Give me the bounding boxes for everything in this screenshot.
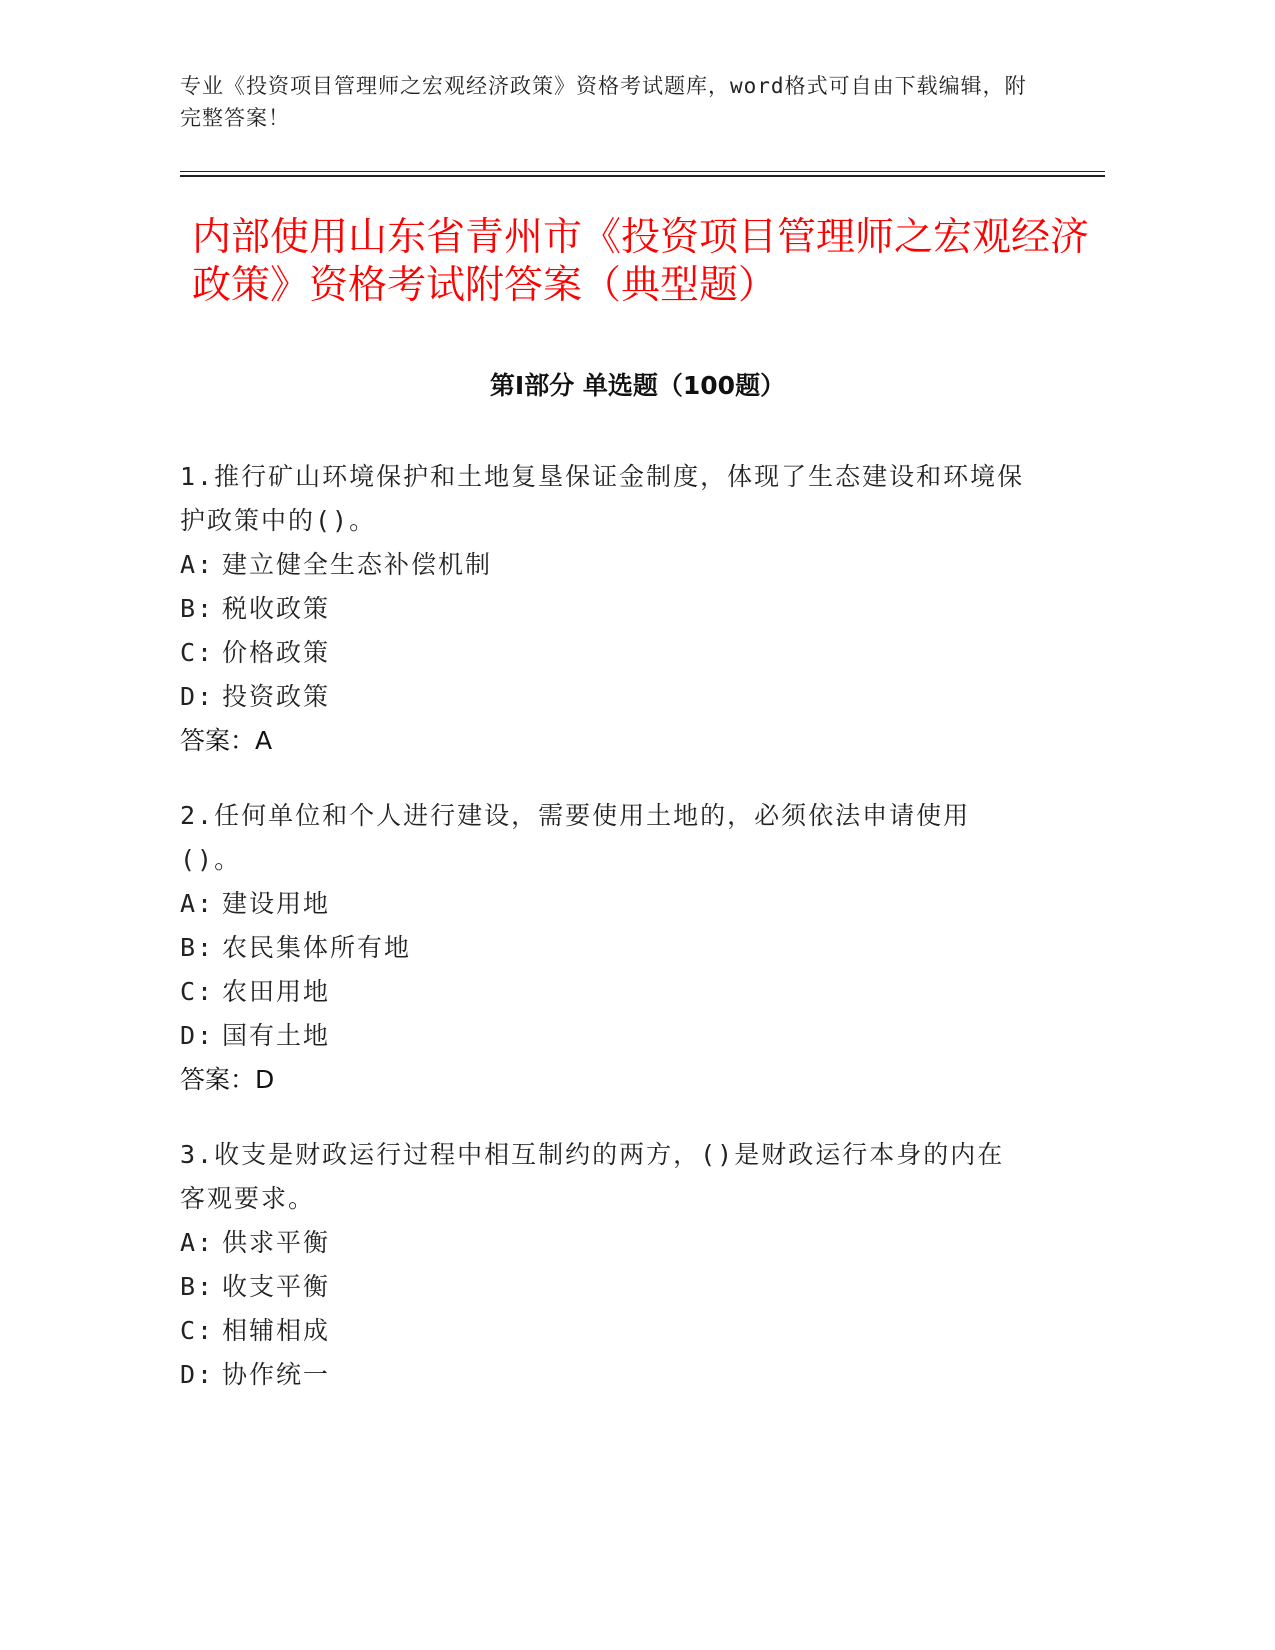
option-d (180, 1353, 1030, 1397)
option-a (180, 1221, 1030, 1265)
option-d (180, 1014, 1030, 1058)
option-key: A: (180, 889, 215, 918)
question-list (180, 455, 1030, 1428)
option-key: B: (180, 594, 215, 623)
option-key: D: (180, 1360, 215, 1389)
option-b (180, 926, 1030, 970)
question-stem: 1.推行矿山环境保护和土地复垦保证金制度，体现了生态建设和环境保护政策中的()。 (180, 462, 1025, 535)
option-text: 国有土地 (222, 1021, 331, 1050)
question-2 (180, 794, 1030, 1102)
question-stem: 2.任何单位和个人进行建设，需要使用土地的，必须依法申请使用()。 (180, 801, 971, 874)
option-key: B: (180, 1272, 215, 1301)
option-text: 价格政策 (222, 638, 331, 667)
option-key: D: (180, 682, 215, 711)
option-text: 协作统一 (222, 1360, 331, 1389)
option-a (180, 543, 1030, 587)
option-b (180, 1265, 1030, 1309)
question-stem: 3.收支是财政运行过程中相互制约的两方，()是财政运行本身的内在客观要求。 (180, 1140, 1005, 1213)
option-b (180, 587, 1030, 631)
option-a (180, 882, 1030, 926)
question-1 (180, 455, 1030, 763)
option-text: 投资政策 (222, 682, 331, 711)
option-key: A: (180, 550, 215, 579)
option-key: B: (180, 933, 215, 962)
document-title: 内部使用山东省青州市《投资项目管理师之宏观经济政策》资格考试附答案（典型题） (192, 215, 1090, 308)
option-text: 收支平衡 (222, 1272, 331, 1301)
option-c (180, 970, 1030, 1014)
option-key: C: (180, 977, 215, 1006)
option-text: 建设用地 (222, 889, 331, 918)
answer: 答案：D (180, 1065, 275, 1094)
option-key: A: (180, 1228, 215, 1257)
option-text: 农田用地 (222, 977, 331, 1006)
question-3 (180, 1133, 1030, 1397)
option-d (180, 675, 1030, 719)
header-divider-thick (180, 175, 1105, 177)
option-text: 建立健全生态补偿机制 (222, 550, 493, 579)
option-key: C: (180, 638, 215, 667)
section-title: 第Ⅰ部分 单选题（100题） (489, 371, 786, 400)
option-text: 供求平衡 (222, 1228, 331, 1257)
option-key: C: (180, 1316, 215, 1345)
option-text: 税收政策 (222, 594, 331, 623)
header-divider-thin (180, 171, 1105, 172)
option-key: D: (180, 1021, 215, 1050)
header-note: 专业《投资项目管理师之宏观经济政策》资格考试题库，word格式可自由下载编辑，附完整答案！ (180, 74, 1027, 130)
option-c (180, 1309, 1030, 1353)
option-c (180, 631, 1030, 675)
answer: 答案：A (180, 726, 273, 755)
option-text: 农民集体所有地 (222, 933, 412, 962)
option-text: 相辅相成 (222, 1316, 331, 1345)
